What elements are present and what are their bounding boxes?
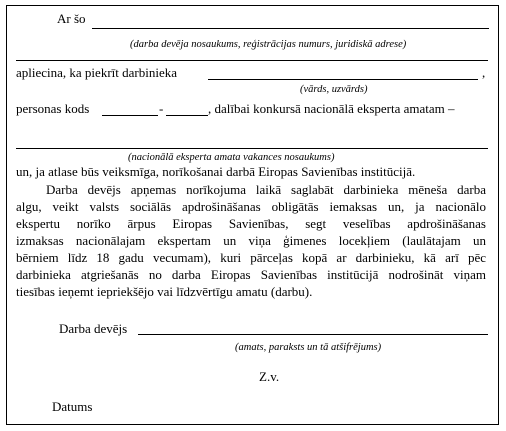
vacancy-caption: (nacionālā eksperta amata vakances nosaukums) xyxy=(128,152,335,163)
paragraph-line: tiesības ieņemt iepriekšējo vai līdzvērtīgu amatu (darbu). xyxy=(16,284,313,299)
paragraph-line: ekspertu norīko ārpus Eiropas Savienības, segt veselības apdrošināšanas xyxy=(16,216,486,231)
paragraph-line: izmaksas nacionālajam ekspertam un viņa ģimenes locekļiem (laulātajam un xyxy=(16,233,486,248)
employee-name-field-line[interactable] xyxy=(208,79,478,80)
paragraph-line: algu, veikt valsts sociālās apdrošināšanas obligātās iemaksas un, ja nacionālo xyxy=(16,199,486,214)
paragraph-line: bērniem līdz 18 gadu vecumam), kuri pārceļas kopā ar darbinieku, kā arī pēc xyxy=(16,250,486,265)
ar-so-label: Ar šo xyxy=(57,11,86,26)
signature-caption: (amats, paraksts un tā atšifrējums) xyxy=(235,342,382,353)
signature-field-line[interactable] xyxy=(138,334,488,335)
employer-field-line-2[interactable] xyxy=(16,60,488,61)
vacancy-field-line[interactable] xyxy=(16,148,488,149)
name-caption: (vārds, uzvārds) xyxy=(300,84,368,95)
continuation-text: un, ja atlase būs veiksmīga, norīkošanai darbā Eiropas Savienības institūcijā. xyxy=(16,164,416,179)
paragraph-line: darbinieka atgriešanās no darba Eiropas Savienības institūcijā nodrošināt viņam xyxy=(16,267,486,282)
paragraph-line: Darba devējs apņemas norīkojuma laikā saglabāt darbinieka mēneša darba xyxy=(46,182,486,197)
code-dash: - xyxy=(159,101,164,116)
darba-devejs-label: Darba devējs xyxy=(59,321,128,336)
competition-text: , dalībai konkursā nacionālā eksperta amatam – xyxy=(208,101,455,116)
apliecina-label: apliecina, ka piekrīt darbinieka xyxy=(16,65,177,80)
personal-code-part2-line[interactable] xyxy=(166,115,208,116)
employer-caption: (darba devēja nosaukums, reģistrācijas numurs, juridiskā adrese) xyxy=(130,39,407,50)
personas-kods-label: personas kods xyxy=(16,101,90,116)
comma: , xyxy=(482,65,486,80)
employer-field-line[interactable] xyxy=(92,28,489,29)
datums-label: Datums xyxy=(52,399,93,414)
zv-label: Z.v. xyxy=(259,369,280,384)
personal-code-part1-line[interactable] xyxy=(102,115,158,116)
